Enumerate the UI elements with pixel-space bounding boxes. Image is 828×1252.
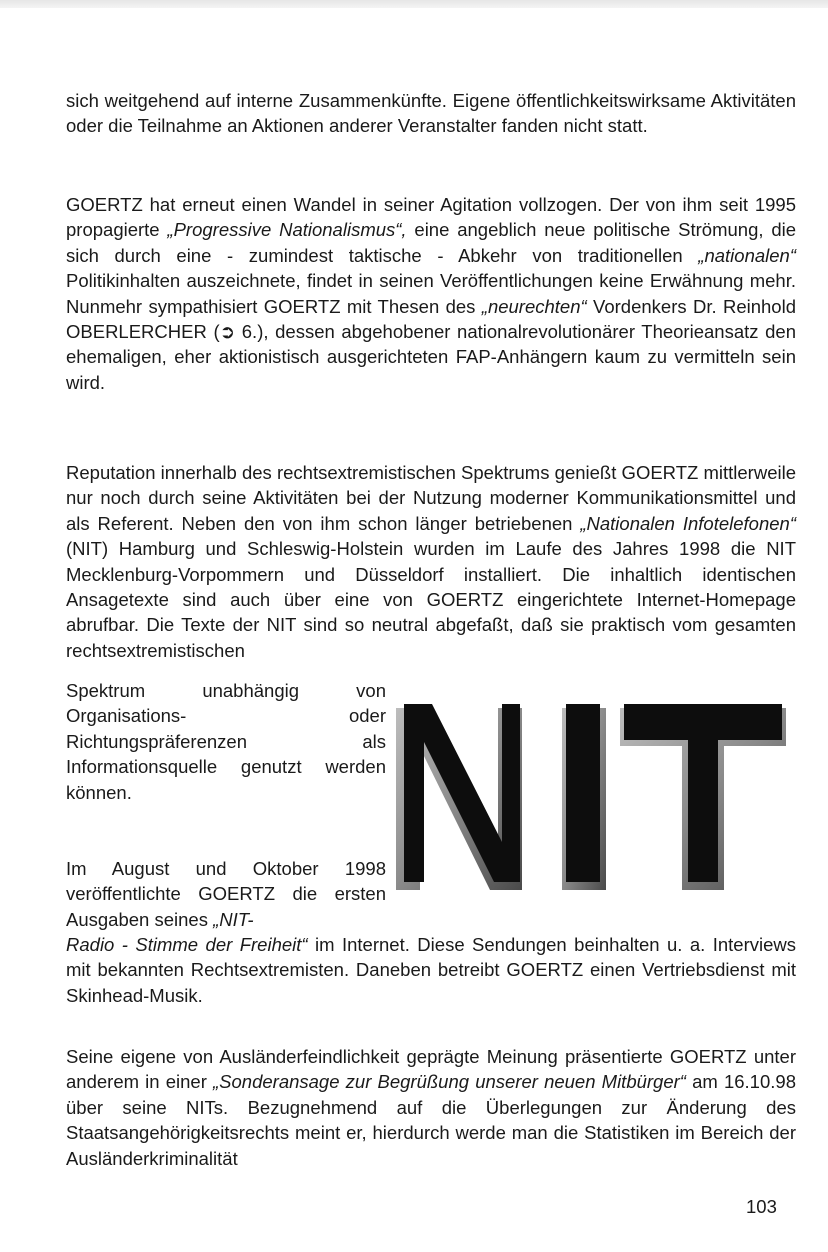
p2-text-3: Politikinhalten auszeichnete, findet in seinen Veröffentlichungen keine Erwähnung mehr. Nunmehr sympathisiert GOERTZ mit Thesen des: [66, 270, 796, 317]
p5-text-1: Seine eigene von Ausländerfeindlichkeit geprägte Meinung präsentierte GOERTZ unter anderem in einer: [66, 1046, 796, 1093]
p4-text-1: Im August und Oktober 1998 veröffentlichte GOERTZ die ersten Ausgaben seines: [66, 858, 386, 930]
p5-text-2: am 16.10.98 über seine NITs. Bezugnehmend auf die Überlegungen zur Änderung des Staatsangehörigkeitsrechts meint er, hierdurch werde man die Statistiken im Bereich der Ausländerkriminalität: [66, 1071, 796, 1169]
p5-quote-sonderansage: „Sonderansage zur Begrüßung unserer neuen Mitbürger“: [213, 1071, 686, 1093]
scan-top-edge: [0, 0, 828, 8]
p2-text-1: GOERTZ hat erneut einen Wandel in seiner Agitation vollzogen. Der von ihm seit 1995 propagierte: [66, 194, 796, 241]
reference-arrow-icon: ➲: [219, 321, 236, 343]
p2-text-4: Vordenkers Dr. Reinhold OBERLERCHER (: [66, 295, 796, 343]
p3-text-1: Reputation innerhalb des rechtsextremistischen Spektrums genießt GOERTZ mittlerweile nur noch durch seine Aktivitäten bei der Nutzung moderner Kommunikationsmittel und als Referent. Neben den von ihm schon länger betriebenen: [66, 462, 796, 534]
p2-quote-nationalen: „nationalen“: [698, 244, 796, 266]
p4-text-2: im Internet. Diese Sendungen beinhalten u. a. Interviews mit bekannten Rechtsextremisten. Daneben betreibt GOERTZ einen Vertriebsdienst mit Skinhead-Musik.: [66, 934, 797, 1006]
p2-text-2: eine angeblich neue politische Strömung, die sich durch eine - zumindest taktische - Abkehr von traditionellen: [66, 219, 797, 266]
paragraph-4: [66, 856, 386, 932]
p2-quote-progressive-nationalismus: „Progressive Nationalismus“,: [167, 219, 407, 241]
p3-quote-nationalen-infotelefonen: „Nationalen Infotelefonen“: [580, 512, 796, 534]
paragraph-3-continued: [66, 678, 386, 805]
paragraph-3: [66, 460, 796, 663]
paragraph-1-text: sich weitgehend auf interne Zusammenkünfte. Eigene öffentlichkeitswirksame Aktivitäten oder die Teilnahme an Aktionen anderer Veranstalter fanden nicht statt.: [66, 90, 796, 137]
p4-quote-nit-radio: Radio - Stimme der Freiheit“: [66, 934, 308, 955]
paragraph-5: [66, 1044, 796, 1171]
p3-text-3: Spektrum unabhängig von Organisations- oder Richtungspräferenzen als Informationsquelle genutzt werden können.: [66, 680, 386, 803]
page-number: 103: [746, 1196, 777, 1217]
p2-text-5: 6.), dessen abgehobener nationalrevolutionärer Theorieansatz den ehemaligen, eher aktionistisch ausgerichteten FAP-Anhängern kaum zu vermitteln sein wird.: [66, 321, 796, 393]
p4-quote-nit-part1: „NIT-: [213, 908, 254, 930]
nit-logo: [394, 700, 788, 896]
paragraph-1: [66, 88, 796, 139]
p2-quote-neurechten: „neurechten“: [481, 295, 587, 317]
paragraph-4-continued: [66, 932, 796, 1008]
p3-text-2: (NIT) Hamburg und Schleswig-Holstein wurden im Laufe des Jahres 1998 die NIT Mecklenburg-Vorpommern und Düsseldorf installiert. Die inhaltlich identischen Ansagetexte sind auch über eine von GOERTZ eingerichtete Internet-Homepage abrufbar. Die Texte der NIT sind so neutral abgefaßt, daß sie praktisch vom gesamten rechtsextremistischen: [66, 538, 796, 661]
paragraph-2: [66, 192, 796, 395]
